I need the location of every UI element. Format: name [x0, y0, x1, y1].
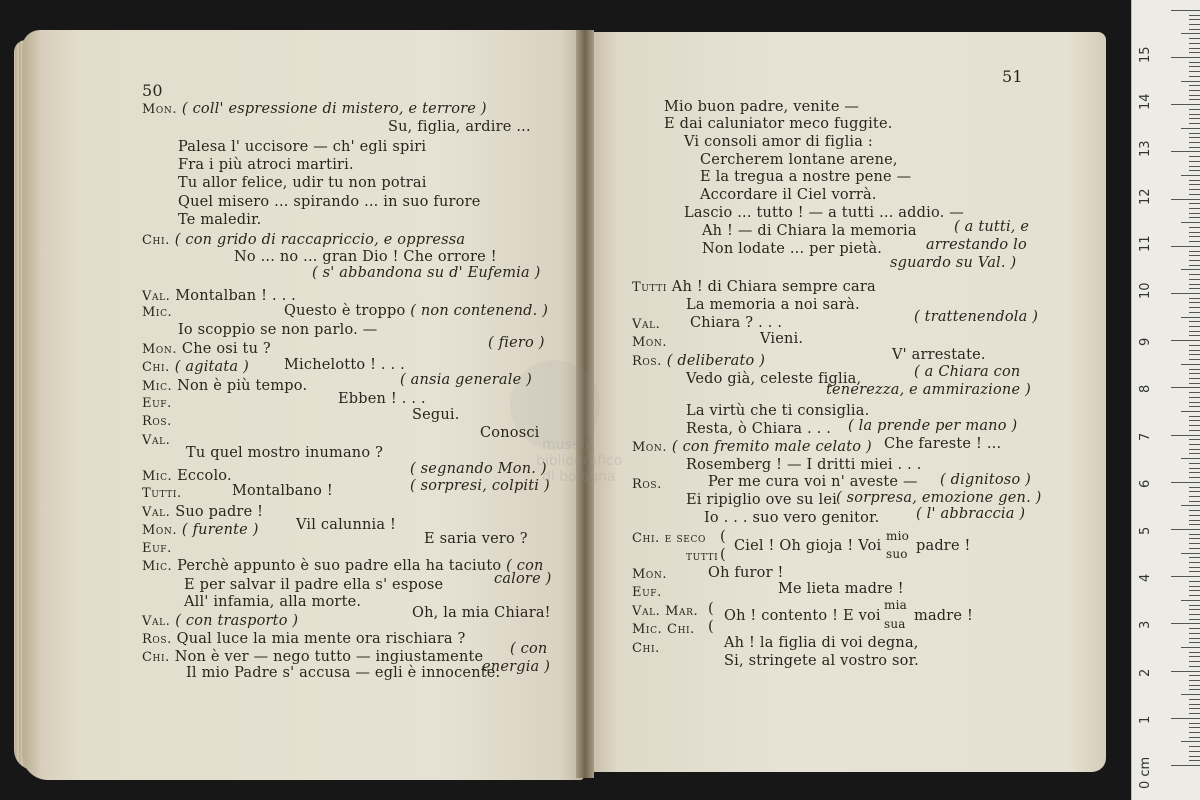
ruler-tick: [1189, 491, 1200, 492]
ruler-tick: [1189, 170, 1200, 171]
ruler-tick: [1189, 288, 1200, 289]
ruler-tick: [1171, 387, 1200, 388]
ruler-tick: [1189, 680, 1200, 681]
speaker: Mon.: [632, 335, 668, 350]
ruler-unit-label: 0 cm: [1138, 756, 1153, 789]
ruler-tick: [1189, 345, 1200, 346]
ruler-tick: [1189, 194, 1200, 195]
text-line: suo: [886, 547, 908, 561]
text-line: La memoria a noi sarà.: [686, 297, 860, 313]
ruler-number: 15: [1138, 46, 1153, 63]
ruler-tick: [1189, 29, 1200, 30]
text-line: Il mio Padre s' accusa — egli è innocente.: [186, 665, 501, 681]
text-line: Lascio ... tutto ! — a tutti ... addio. —: [684, 205, 964, 221]
text-line: Ah ! la figlia di voi degna,: [724, 635, 919, 651]
ruler-tick: [1189, 326, 1200, 327]
ruler-tick: [1189, 279, 1200, 280]
ruler-tick: [1181, 128, 1200, 129]
ruler-tick: [1189, 520, 1200, 521]
bracket: (: [708, 601, 714, 617]
ruler-tick: [1189, 203, 1200, 204]
text-line: Segui.: [412, 407, 460, 423]
ruler-tick: [1189, 251, 1200, 252]
ruler-tick: [1189, 76, 1200, 77]
speaker: Mic. Chi.: [632, 622, 695, 637]
ruler-tick: [1189, 510, 1200, 511]
ruler-tick: [1189, 90, 1200, 91]
ruler-tick: [1189, 548, 1200, 549]
ruler-tick: [1189, 501, 1200, 502]
ruler-tick: [1171, 482, 1200, 483]
ruler-tick: [1189, 760, 1200, 761]
text-line: Quel misero ... spirando ... in suo furore: [178, 194, 481, 210]
text-line: Michelotto ! . . .: [284, 357, 405, 373]
ruler-tick: [1189, 402, 1200, 403]
stage-direction: tenerezza, e ammirazione ): [826, 382, 1031, 398]
text-line: Oh, la mia Chiara!: [412, 605, 551, 621]
ruler-tick: [1189, 359, 1200, 360]
text-line: Mic. Eccolo.: [142, 468, 232, 484]
speaker: Euf.: [142, 396, 172, 411]
ruler-tick: [1189, 236, 1200, 237]
ruler-tick: [1171, 576, 1200, 577]
ruler-tick: [1189, 633, 1200, 634]
ruler-tick: [1189, 642, 1200, 643]
ruler-tick: [1189, 166, 1200, 167]
ruler-number: 11: [1138, 235, 1153, 252]
ruler-tick: [1189, 562, 1200, 563]
ruler-tick: [1189, 255, 1200, 256]
text-line: E dai caluniator meco fuggite.: [664, 116, 893, 132]
stage-direction: calore ): [494, 571, 552, 587]
watermark-line: museo: [542, 437, 589, 453]
speaker: Ros.: [632, 477, 662, 492]
ruler-tick: [1189, 425, 1200, 426]
ruler-tick: [1189, 241, 1200, 242]
ruler-tick: [1189, 590, 1200, 591]
ruler-tick: [1189, 189, 1200, 190]
ruler-number: 13: [1138, 140, 1153, 158]
ruler-tick: [1189, 321, 1200, 322]
ruler-tick: [1181, 222, 1200, 223]
stage-direction: ( s' abbandona su d' Eufemia ): [312, 265, 541, 281]
stage-direction: energia ): [482, 659, 551, 675]
speaker: Euf.: [632, 585, 662, 600]
text-line: E saria vero ?: [424, 531, 528, 547]
text-line: Tutti Ah ! di Chiara sempre cara: [632, 279, 876, 295]
text-line: Vil calunnia !: [296, 517, 397, 533]
text-line: Chi. Non è ver — nego tutto — ingiustamente: [142, 649, 484, 665]
speaker: Val. Mar.: [632, 604, 699, 619]
ruler-tick: [1171, 718, 1200, 719]
text-line: Oh furor !: [708, 565, 784, 581]
ruler-tick: [1189, 137, 1200, 138]
text-line: Oh ! contento ! E voi: [724, 608, 881, 624]
ruler-tick: [1189, 463, 1200, 464]
ruler-tick: [1189, 727, 1200, 728]
ruler-tick: [1189, 496, 1200, 497]
text-line: Me lieta madre !: [778, 581, 904, 597]
ruler-tick: [1189, 24, 1200, 25]
ruler-tick: [1189, 628, 1200, 629]
ruler-tick: [1189, 708, 1200, 709]
ruler-tick: [1181, 505, 1200, 506]
ruler-tick: [1189, 420, 1200, 421]
watermark-line: bibliografico: [536, 453, 623, 469]
ruler-tick: [1189, 161, 1200, 162]
ruler-tick: [1189, 147, 1200, 148]
ruler-tick: [1171, 340, 1200, 341]
speaker: Tutti.: [142, 486, 182, 501]
ruler-tick: [1189, 723, 1200, 724]
text-line: Ros. Qual luce la mia mente ora rischiara ?: [142, 631, 466, 647]
speaker: Euf.: [142, 541, 172, 556]
speaker: Ros.: [142, 414, 172, 429]
speaker: Mic.: [142, 305, 173, 320]
text-line: La virtù che ti consiglia.: [686, 403, 870, 419]
text-line: Val. Suo padre !: [142, 504, 264, 520]
text-line: Si, stringete al vostro sor.: [724, 653, 919, 669]
ruler-tick: [1189, 350, 1200, 351]
bracket: (: [720, 529, 726, 545]
ruler-tick: [1189, 123, 1200, 124]
ruler-tick: [1181, 269, 1200, 270]
speaker: Mon.: [632, 567, 668, 582]
ruler-tick: [1181, 411, 1200, 412]
stage-direction: arrestando lo: [926, 237, 1027, 253]
ruler-tick: [1189, 614, 1200, 615]
ruler-number: 14: [1138, 93, 1153, 111]
ruler-tick: [1189, 217, 1200, 218]
text-line: Chi. ( con grido di raccapriccio, e oppressa: [142, 232, 466, 248]
text-line: Conosci: [480, 425, 540, 441]
text-line: Palesa l' uccisore — ch' egli spiri: [178, 139, 427, 155]
ruler-tick: [1189, 487, 1200, 488]
text-line: madre !: [914, 608, 974, 624]
ruler-number: 3: [1138, 621, 1153, 630]
stage-direction: ( a Chiara con: [914, 364, 1021, 380]
ruler-tick: [1189, 312, 1200, 313]
text-line: Mio buon padre, venite —: [664, 99, 860, 115]
ruler-tick: [1189, 699, 1200, 700]
text-line: mia: [884, 598, 907, 612]
ruler-tick: [1189, 331, 1200, 332]
text-line: Mon. ( coll' espressione di mistero, e terrore ): [142, 101, 487, 117]
ruler-number: 4: [1138, 573, 1153, 583]
ruler-tick: [1189, 713, 1200, 714]
text-line: sua: [884, 617, 906, 631]
speaker: Chi.: [632, 641, 660, 656]
ruler-tick: [1189, 298, 1200, 299]
ruler-tick: [1189, 307, 1200, 308]
ruler-tick: [1189, 114, 1200, 115]
stage-direction: ( la prende per mano ): [848, 418, 1018, 434]
ruler-tick: [1189, 737, 1200, 738]
ruler-tick: [1171, 435, 1200, 436]
ruler-tick: [1189, 142, 1200, 143]
text-line: No ... no ... gran Dio ! Che orrore !: [234, 249, 497, 265]
text-line: E per salvar il padre ella s' espose: [184, 577, 444, 593]
ruler-tick: [1189, 133, 1200, 134]
text-line: Chi. ( agitata ): [142, 359, 249, 375]
ruler-tick: [1171, 671, 1200, 672]
ruler-tick: [1189, 284, 1200, 285]
ruler-tick: [1189, 468, 1200, 469]
ruler-tick: [1189, 213, 1200, 214]
ruler-tick: [1171, 246, 1200, 247]
ruler-tick: [1181, 694, 1200, 695]
text-line: Fra i più atroci martiri.: [178, 157, 354, 173]
ruler-tick: [1189, 232, 1200, 233]
ruler-tick: [1189, 335, 1200, 336]
ruler-tick: [1181, 647, 1200, 648]
text-line: Te maledir.: [178, 212, 262, 228]
ruler-tick: [1189, 184, 1200, 185]
ruler-tick: [1189, 685, 1200, 686]
text-line: Ciel ! Oh gioja ! Voi: [734, 538, 882, 554]
ruler-tick: [1171, 623, 1200, 624]
ruler-tick: [1189, 619, 1200, 620]
ruler-tick: [1189, 62, 1200, 63]
ruler-tick: [1189, 71, 1200, 72]
stage-direction: sguardo su Val. ): [890, 255, 1017, 271]
ruler-tick: [1189, 95, 1200, 96]
ruler-tick: [1189, 609, 1200, 610]
text-line: Tu allor felice, udir tu non potrai: [178, 175, 427, 191]
ruler-number: 2: [1138, 668, 1153, 677]
ruler-tick: [1189, 19, 1200, 20]
ruler-tick: [1189, 444, 1200, 445]
page-number-right: 51: [1002, 67, 1023, 86]
ruler-tick: [1189, 38, 1200, 39]
ruler-tick: [1189, 704, 1200, 705]
ruler-tick: [1189, 373, 1200, 374]
text-line: Io . . . suo vero genitor.: [704, 510, 880, 526]
ruler-tick: [1189, 689, 1200, 690]
text-line: Vi consoli amor di figlia :: [684, 134, 874, 150]
ruler-tick: [1171, 104, 1200, 105]
stage-direction: ( con: [510, 641, 548, 657]
ruler-tick: [1171, 57, 1200, 58]
text-line: Ebben ! . . .: [338, 391, 426, 407]
text-line: Vedo già, celeste figlia,: [686, 371, 862, 387]
ruler-tick: [1189, 99, 1200, 100]
ruler-tick: [1189, 260, 1200, 261]
ruler-tick: [1189, 732, 1200, 733]
text-line: V' arrestate.: [892, 347, 986, 363]
bracket: (: [720, 547, 726, 563]
text-line: padre !: [916, 538, 971, 554]
text-line: Chiara ? . . .: [690, 315, 783, 331]
ruler-tick: [1189, 118, 1200, 119]
ruler-tick: [1181, 81, 1200, 82]
ruler-number: 6: [1138, 479, 1153, 488]
text-line: Val. ( con trasporto ): [142, 613, 299, 629]
ruler-tick: [1171, 199, 1200, 200]
ruler-tick: [1189, 477, 1200, 478]
stage-direction: ( l' abbraccia ): [916, 506, 1026, 522]
stage-direction: ( a tutti, e: [954, 219, 1030, 235]
ruler-number: 5: [1138, 526, 1153, 535]
text-line: Tu quel mostro inumano ?: [186, 445, 384, 461]
ruler-tick: [1181, 458, 1200, 459]
ruler-number: 9: [1138, 337, 1153, 347]
text-line: Mic. Perchè appunto è suo padre ella ha taciuto ( con: [142, 558, 544, 574]
page-number-left: 50: [142, 81, 163, 100]
speaker: tutti: [686, 549, 719, 564]
ruler-tick: [1171, 151, 1200, 152]
ruler-tick: [1189, 397, 1200, 398]
ruler-tick: [1189, 52, 1200, 53]
ruler-tick: [1189, 85, 1200, 86]
text-line: Mon. ( furente ): [142, 522, 259, 538]
speaker: Val.: [632, 317, 661, 332]
ruler-tick: [1189, 538, 1200, 539]
text-line: Ah ! — di Chiara la memoria: [702, 223, 917, 239]
ruler-tick: [1189, 406, 1200, 407]
ruler-tick: [1189, 392, 1200, 393]
stage-direction: ( sorpresi, colpiti ): [410, 478, 550, 494]
text-line: E la tregua a nostre pene —: [700, 169, 912, 185]
ruler-tick: [1181, 600, 1200, 601]
text-line: Ros. ( deliberato ): [632, 353, 766, 369]
bracket: (: [708, 619, 714, 635]
text-line: Su, figlia, ardire ...: [388, 119, 531, 135]
ruler-tick: [1189, 180, 1200, 181]
ruler-tick: [1189, 416, 1200, 417]
ruler-tick: [1171, 10, 1200, 11]
ruler-tick: [1189, 265, 1200, 266]
ruler-tick: [1189, 586, 1200, 587]
text-line: Val. Montalban ! . . .: [142, 288, 296, 304]
ruler-tick: [1189, 449, 1200, 450]
text-line: Mon. Che osi tu ?: [142, 341, 271, 357]
ruler-number: 7: [1138, 432, 1153, 441]
text-line: Ei ripiglio ove su lei: [686, 492, 837, 508]
ruler-tick: [1189, 638, 1200, 639]
ruler-tick: [1181, 175, 1200, 176]
ruler-tick: [1189, 15, 1200, 16]
text-line: Io scoppio se non parlo. —: [178, 322, 378, 338]
ruler-tick: [1189, 453, 1200, 454]
ruler-tick: [1189, 605, 1200, 606]
text-line: Per me cura voi n' aveste —: [708, 474, 918, 490]
text-line: Mic. Non è più tempo.: [142, 378, 308, 394]
text-line: Accordare il Ciel vorrà.: [700, 187, 877, 203]
ruler-tick: [1189, 156, 1200, 157]
ruler-tick: [1189, 751, 1200, 752]
ruler-tick: [1189, 48, 1200, 49]
ruler-tick: [1189, 274, 1200, 275]
text-line: Mon. ( con fremito male celato ): [632, 439, 872, 455]
ruler-tick: [1171, 293, 1200, 294]
ruler-tick: [1189, 354, 1200, 355]
ruler-tick: [1189, 109, 1200, 110]
text-line: All' infamia, alla morte.: [184, 594, 362, 610]
ruler-tick: [1181, 33, 1200, 34]
ruler-tick: [1189, 383, 1200, 384]
ruler-tick: [1189, 666, 1200, 667]
ruler-tick: [1189, 208, 1200, 209]
stage-direction: ( ansia generale ): [400, 372, 533, 388]
ruler-tick: [1189, 746, 1200, 747]
text-line: Rosemberg ! — I dritti miei . . .: [686, 457, 922, 473]
ruler-tick: [1181, 553, 1200, 554]
ruler-tick: [1189, 302, 1200, 303]
ruler-tick: [1189, 567, 1200, 568]
ruler-tick: [1181, 317, 1200, 318]
ruler-tick: [1189, 378, 1200, 379]
text-line: Vieni.: [760, 331, 804, 347]
text-line: Che fareste ! ...: [884, 436, 1002, 452]
watermark-line: di bologna: [542, 469, 616, 485]
measuring-ruler: [1131, 0, 1200, 800]
text-line: Non lodate ... per pietà.: [702, 241, 883, 257]
ruler-tick: [1189, 656, 1200, 657]
ruler-tick: [1189, 661, 1200, 662]
ruler-tick: [1181, 741, 1200, 742]
ruler-tick: [1189, 675, 1200, 676]
speaker: Chi. e seco: [632, 531, 706, 546]
ruler-number: 10: [1138, 282, 1153, 299]
ruler-tick: [1189, 472, 1200, 473]
ruler-number: 8: [1138, 385, 1153, 394]
text-line: Questo è troppo ( non contenend. ): [284, 303, 549, 319]
ruler-tick: [1189, 557, 1200, 558]
ruler-tick: [1189, 524, 1200, 525]
ruler-tick: [1171, 529, 1200, 530]
text-line: Resta, ò Chiara . . .: [686, 421, 832, 437]
ruler-tick: [1189, 571, 1200, 572]
ruler-tick: [1189, 66, 1200, 67]
ruler-tick: [1189, 756, 1200, 757]
text-line: mio: [886, 529, 910, 543]
ruler-tick: [1189, 515, 1200, 516]
stage-direction: ( fiero ): [488, 335, 545, 351]
text-line: Cercherem lontane arene,: [700, 152, 898, 168]
ruler-tick: [1181, 364, 1200, 365]
stage-direction: ( sorpresa, emozione gen. ): [836, 490, 1042, 506]
speaker: Val.: [142, 433, 171, 448]
ruler-number: 12: [1138, 188, 1153, 205]
ruler-tick: [1189, 439, 1200, 440]
ruler-tick: [1171, 765, 1200, 766]
ruler-tick: [1189, 581, 1200, 582]
stage-direction: ( segnando Mon. ): [410, 461, 547, 477]
stage-direction: ( trattenendola ): [914, 309, 1039, 325]
ruler-tick: [1189, 430, 1200, 431]
ruler-tick: [1189, 369, 1200, 370]
ruler-tick: [1189, 43, 1200, 44]
ruler-tick: [1189, 227, 1200, 228]
stage-direction: ( dignitoso ): [940, 472, 1032, 488]
text-line: Montalbano !: [232, 483, 333, 499]
ruler-tick: [1189, 543, 1200, 544]
ruler-number: 1: [1138, 715, 1153, 724]
ruler-tick: [1189, 595, 1200, 596]
ruler-tick: [1189, 652, 1200, 653]
ruler-tick: [1189, 534, 1200, 535]
